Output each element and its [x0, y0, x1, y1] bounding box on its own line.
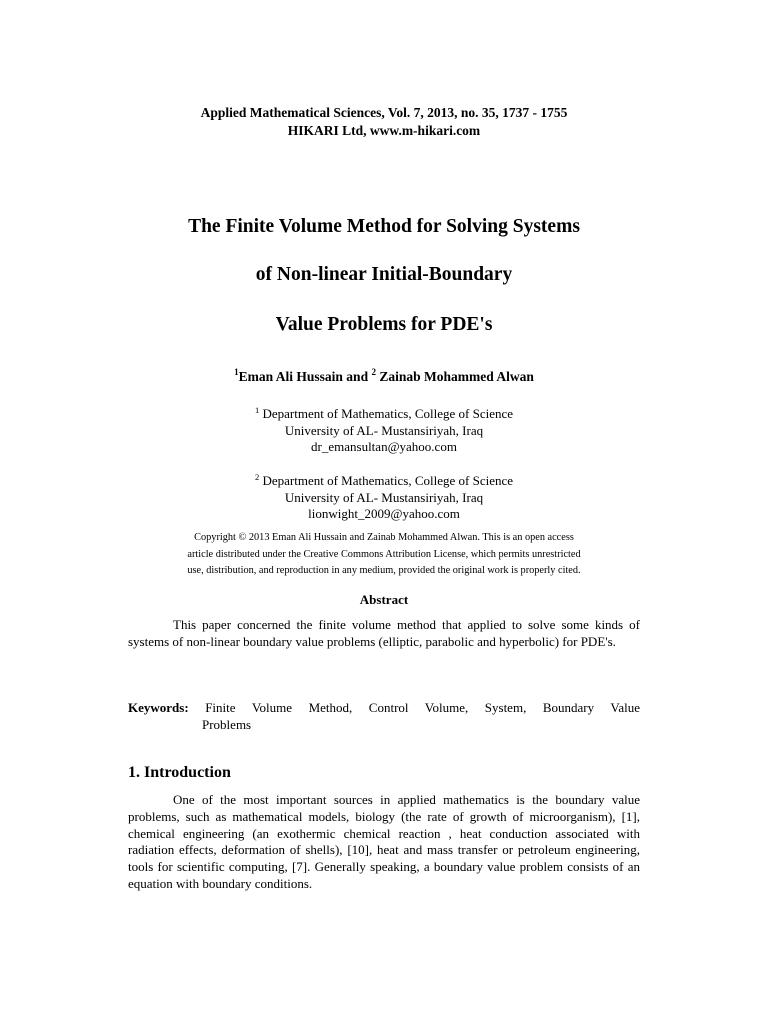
author2-affiliation-mark: 2 [371, 367, 376, 377]
copyright-line-3: use, distribution, and reproduction in any medium, provided the original work is properly cited. [187, 565, 581, 577]
affiliation-1-university: University of AL- Mustansiriyah, Iraq [284, 422, 484, 438]
author-list [0, 367, 768, 385]
affiliation-2-mark: 2 [254, 472, 260, 482]
keywords-block [128, 699, 640, 733]
author1-affiliation-mark: 1 [234, 367, 239, 377]
copyright-line-2: article distributed under the Creative Commons Attribution License, which permits unrestricted [187, 548, 581, 560]
keywords-line-2: Problems [202, 717, 252, 732]
paper-title-line-3: Value Problems for PDE's [275, 314, 493, 335]
journal-citation: Applied Mathematical Sciences, Vol. 7, 2013, no. 35, 1737 - 1755 [200, 105, 568, 120]
author2-name: Zainab Mohammed Alwan [375, 369, 534, 384]
paper-title-line-2: of Non-linear Initial-Boundary [255, 264, 513, 285]
affiliation-2 [0, 469, 768, 523]
affiliation-2-email: lionwight_2009@yahoo.com [308, 506, 460, 522]
section-heading-introduction: 1. Introduction [128, 764, 231, 781]
introduction-text: One of the most important sources in applied mathematics is the boundary value problems, such as mathematical models, biology (the rate of growth of microorganism), [1], chemical engineering (an exothermic chemical reaction , heat conduction associated with radiation effects, deformation of shells), [10], heat and mass transfer or petroleum engineering, tools for scientific computing, [7]. Generally speaking, a boundary value problem consists of an equation with boundary conditions. [128, 792, 640, 891]
journal-header [0, 104, 768, 140]
abstract-text: This paper concerned the finite volume method that applied to solve some kinds of systems of non-linear boundary value problems (elliptic, parabolic and hyperbolic) for PDE's. [128, 617, 640, 649]
copyright-line-1: Copyright © 2013 Eman Ali Hussain and Zainab Mohammed Alwan. This is an open access [194, 532, 574, 543]
affiliation-2-dept: Department of Mathematics, College of Science [259, 473, 514, 488]
affiliation-1-dept: Department of Mathematics, College of Science [259, 406, 514, 421]
affiliation-1-mark: 1 [254, 405, 260, 415]
copyright-notice [128, 530, 640, 580]
keywords-label: Keywords: [128, 700, 189, 715]
affiliation-2-university: University of AL- Mustansiriyah, Iraq [284, 489, 484, 505]
author1-name: Eman Ali Hussain and [238, 369, 372, 384]
publisher-line: HIKARI Ltd, www.m-hikari.com [287, 123, 481, 138]
affiliation-1-email: dr_emansultan@yahoo.com [311, 439, 457, 455]
abstract-heading: Abstract [359, 592, 409, 607]
keywords-line-1: Finite Volume Method, Control Volume, System, Boundary Value [205, 700, 641, 715]
paper-title-line-1: The Finite Volume Method for Solving Systems [188, 216, 580, 237]
affiliation-1 [0, 402, 768, 456]
